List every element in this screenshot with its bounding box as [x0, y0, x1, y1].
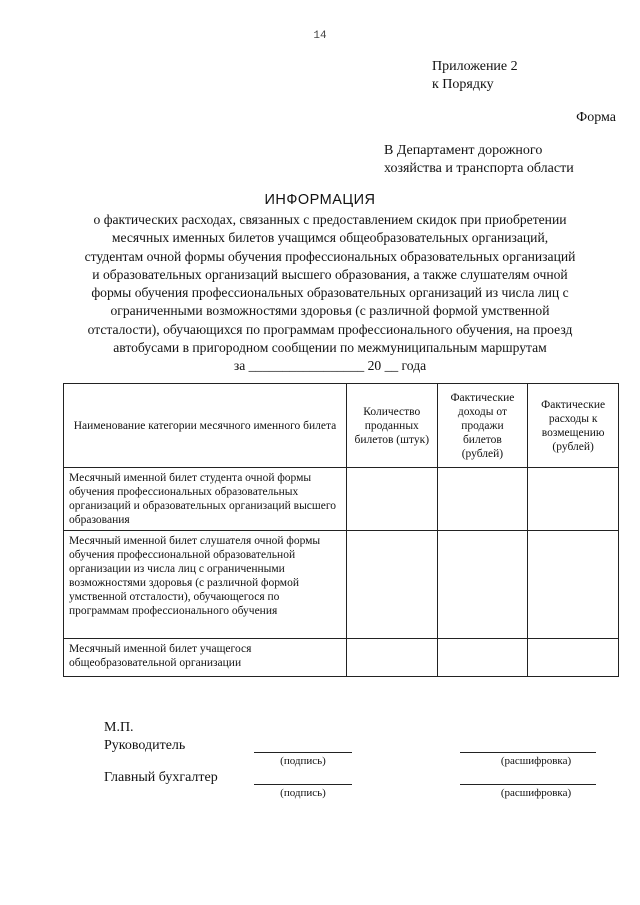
head-decoding-line[interactable]: [460, 752, 596, 753]
accountant-decoding-caption: (расшифровка): [500, 787, 572, 799]
seal-label: М.П.: [104, 720, 134, 735]
subtitle-line: и образовательных организаций высшего образования, а также слушателям очной: [92, 266, 568, 282]
subtitle-line: студентам очной формы обучения профессиональных образовательных организаций: [84, 248, 576, 264]
recipient-block: [384, 142, 574, 178]
head-signature-caption: (подпись): [280, 755, 326, 767]
form-label: Форма: [576, 110, 616, 125]
subtitle-line: автобусами в пригородном сообщении по межмуниципальным маршрутам: [113, 340, 547, 356]
row-category: Месячный именной билет слушателя очной формы обучения профессиональной образовательной организации из числа лиц с ограниченными возможностями здоровья (с различной формой умственной отсталости), обучающегося по программам профессионального обучения: [64, 531, 347, 639]
recipient-line-1: В Департамент дорожного: [384, 143, 543, 158]
accountant-decoding-line[interactable]: [460, 784, 596, 785]
subtitle-period-line: за _________________ 20 __ года: [233, 358, 427, 374]
table-row: [64, 639, 619, 677]
cell-actual-expenses[interactable]: [528, 639, 619, 677]
subtitle-line: ограниченными возможностями здоровья (с различной формой умственной: [110, 303, 550, 319]
cell-tickets-sold[interactable]: [346, 468, 437, 531]
table-row: [64, 468, 619, 531]
header-actual-expenses: Фактические расходы к возмещению (рублей): [528, 384, 619, 468]
header-tickets-sold: Количество проданных билетов (штук): [346, 384, 437, 468]
subtitle-line: отсталости), обучающихся по программам профессионального обучения, на проезд: [87, 321, 573, 337]
row-category: Месячный именной билет учащегося общеобразовательной организации: [64, 639, 347, 677]
page-number: 14: [313, 30, 327, 42]
subtitle-line: месячных именных билетов учащимся общеобразовательных организаций,: [111, 230, 549, 246]
header-category: Наименование категории месячного именного билета: [64, 384, 347, 468]
subtitle-line: о фактических расходах, связанных с предоставлением скидок при приобретении: [93, 212, 567, 227]
expenses-table: [63, 383, 619, 677]
cell-actual-income[interactable]: [437, 531, 528, 639]
cell-actual-income[interactable]: [437, 468, 528, 531]
row-category: Месячный именной билет студента очной формы обучения профессиональных образовательных организаций и образовательных организаций высшего образования: [64, 468, 347, 531]
appendix-line-1: Приложение 2: [432, 59, 518, 74]
appendix-line-2: к Порядку: [432, 77, 494, 92]
recipient-line-2: хозяйства и транспорта области: [384, 161, 574, 176]
subtitle-line: формы обучения профессиональных образовательных организаций из числа лиц с: [91, 285, 569, 301]
document-title: ИНФОРМАЦИЯ: [264, 192, 376, 208]
accountant-signature-line[interactable]: [254, 784, 352, 785]
document-subtitle: [50, 211, 610, 376]
cell-actual-income[interactable]: [437, 639, 528, 677]
head-signature-line[interactable]: [254, 752, 352, 753]
header-actual-income: Фактические доходы от продажи билетов (рублей): [437, 384, 528, 468]
cell-tickets-sold[interactable]: [346, 639, 437, 677]
table-header-row: [64, 384, 619, 468]
head-label: Руководитель: [104, 738, 186, 753]
cell-tickets-sold[interactable]: [346, 531, 437, 639]
cell-actual-expenses[interactable]: [528, 468, 619, 531]
cell-actual-expenses[interactable]: [528, 531, 619, 639]
appendix-block: [432, 58, 518, 94]
head-decoding-caption: (расшифровка): [500, 755, 572, 767]
accountant-signature-caption: (подпись): [280, 787, 326, 799]
accountant-label: Главный бухгалтер: [104, 770, 218, 785]
table-row: [64, 531, 619, 639]
